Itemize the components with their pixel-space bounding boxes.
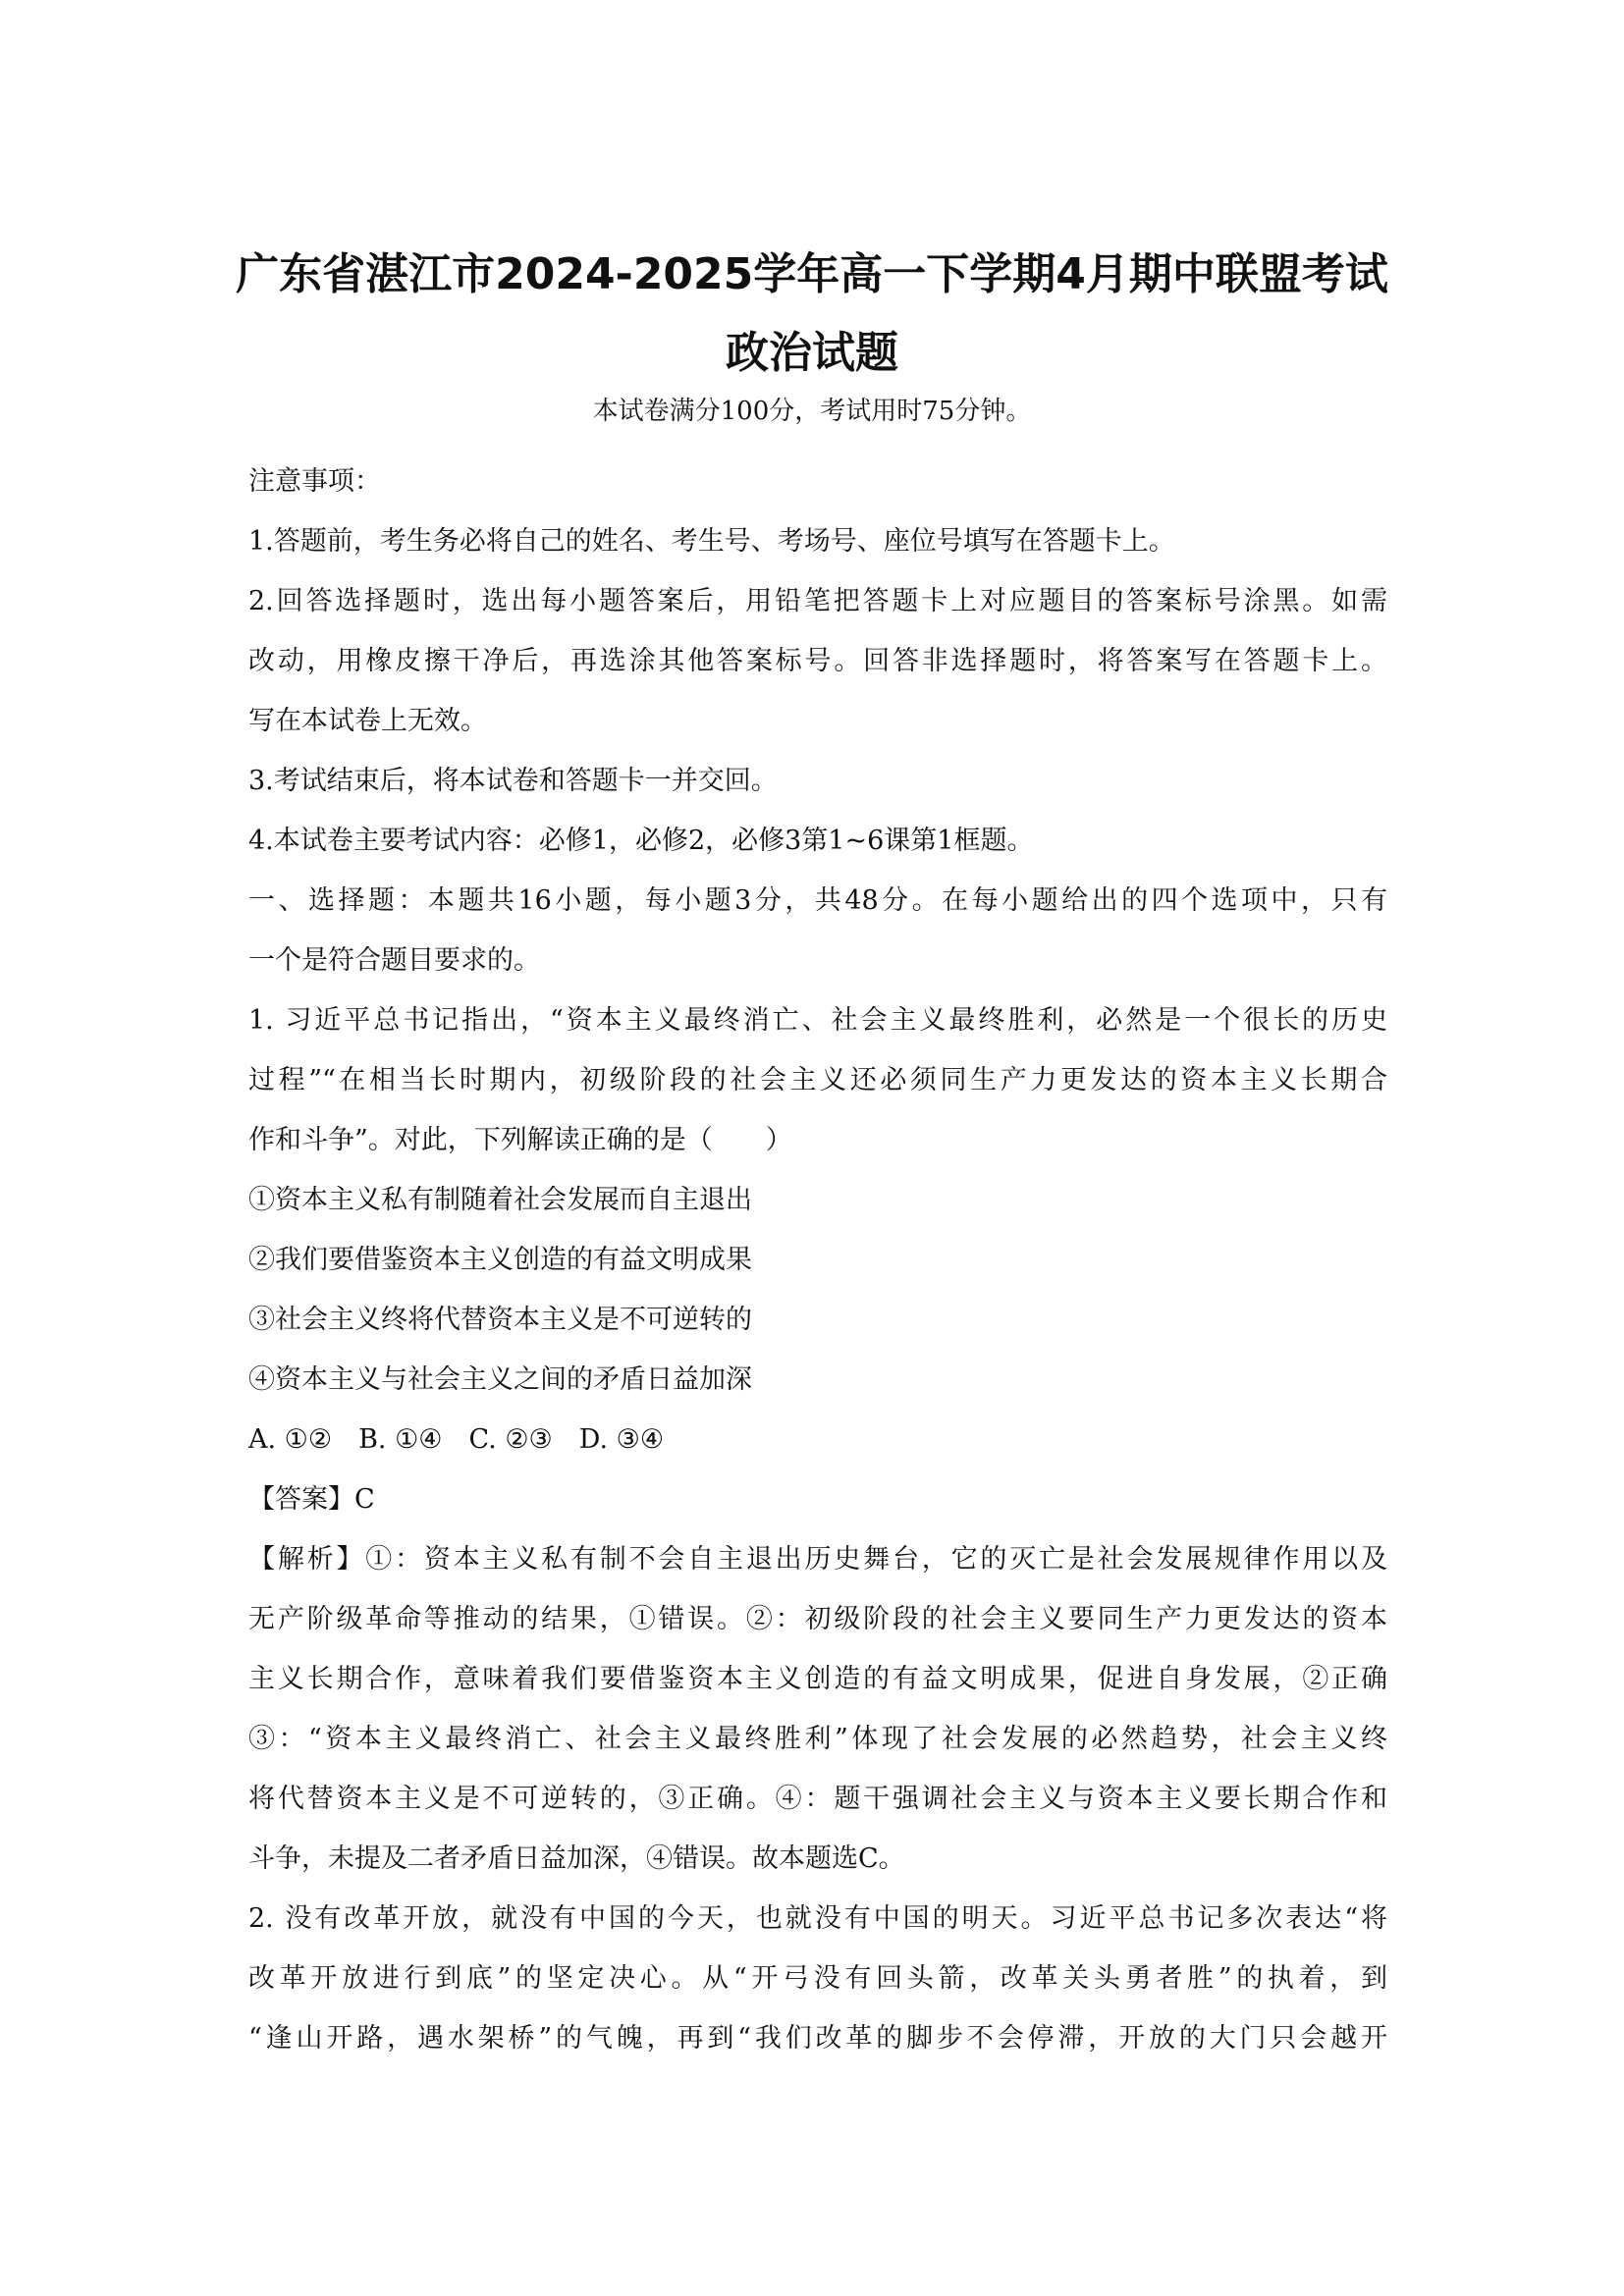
question-1-statement-3: ③社会主义终将代替资本主义是不可逆转的 [248, 1305, 752, 1335]
notice-heading: 注意事项： [248, 466, 381, 497]
question-1-analysis-cont-1: 无产阶级革命等推动的结果，①错误。②：初级阶段的社会主义要同生产力更发达的资本 [248, 1604, 1387, 1634]
notice-item-4: 4.本试卷主要考试内容：必修1，必修2，必修3第1~6课第1框题。 [248, 826, 1034, 856]
question-1-stem-end: 作和斗争”。对此，下列解读正确的是（ ） [248, 1125, 792, 1155]
notice-item-1: 1.答题前，考生务必将自己的姓名、考生号、考场号、座位号填写在答题卡上。 [248, 526, 1175, 557]
question-1-analysis-cont-2: 主义长期合作，意味着我们要借鉴资本主义创造的有益文明成果，促进自身发展，②正确 [248, 1664, 1387, 1694]
question-1-analysis-cont-3: ③：“资本主义最终消亡、社会主义最终胜利”体现了社会发展的必然趋势，社会主义终 [248, 1724, 1387, 1754]
question-1-answer: 【答案】C [248, 1484, 375, 1515]
document-body [248, 452, 1387, 2068]
question-2-stem-cont-1: 改革开放进行到底”的坚定决心。从“开弓没有回头箭，改革关头勇者胜”的执着，到 [248, 1963, 1387, 1994]
section-heading: 一、选择题：本题共16小题，每小题3分，共48分。在每小题给出的四个选项中，只有 [248, 885, 1387, 916]
document-title: 广东省湛江市2024-2025学年高一下学期4月期中联盟考试 [236, 249, 1388, 299]
question-1-stem: 1. 习近平总书记指出，“资本主义最终消亡、社会主义最终胜利，必然是一个很长的历史 [248, 1005, 1387, 1036]
question-1-analysis: 【解析】①：资本主义私有制不会自主退出历史舞台，它的灭亡是社会发展规律作用以及 [248, 1544, 1387, 1575]
notice-item-2-end: 写在本试卷上无效。 [248, 706, 487, 736]
question-1-statement-4: ④资本主义与社会主义之间的矛盾日益加深 [248, 1364, 752, 1395]
question-1-options: A. ①② B. ①④ C. ②③ D. ③④ [248, 1424, 665, 1455]
question-1-statement-2: ②我们要借鉴资本主义创造的有益文明成果 [248, 1245, 752, 1275]
question-1-statement-1: ①资本主义私有制随着社会发展而自主退出 [248, 1185, 752, 1215]
notice-item-2-cont: 改动，用橡皮擦干净后，再选涂其他答案标号。回答非选择题时，将答案写在答题卡上。 [248, 646, 1387, 676]
exam-info: 本试卷满分100分，考试用时75分钟。 [592, 397, 1032, 426]
notice-item-3: 3.考试结束后，将本试卷和答题卡一并交回。 [248, 766, 778, 796]
question-1-analysis-cont-4: 将代替资本主义是不可逆转的，③正确。④：题干强调社会主义与资本主义要长期合作和 [248, 1784, 1387, 1814]
document-subject-title: 政治试题 [726, 328, 898, 378]
section-heading-end: 一个是符合题目要求的。 [248, 945, 540, 976]
notice-item-2: 2.回答选择题时，选出每小题答案后，用铅笔把答题卡上对应题目的答案标号涂黑。如需 [248, 586, 1387, 616]
question-1-analysis-end: 斗争，未提及二者矛盾日益加深，④错误。故本题选C。 [248, 1843, 905, 1874]
question-1-stem-cont: 过程”“在相当长时期内，初级阶段的社会主义还必须同生产力更发达的资本主义长期合 [248, 1065, 1387, 1095]
question-2-stem-cont-2: “逢山开路，遇水架桥”的气魄，再到“我们改革的脚步不会停滞，开放的大门只会越开 [248, 2023, 1387, 2054]
question-2-stem: 2. 没有改革开放，就没有中国的今天，也就没有中国的明天。习近平总书记多次表达“将 [248, 1903, 1387, 1934]
